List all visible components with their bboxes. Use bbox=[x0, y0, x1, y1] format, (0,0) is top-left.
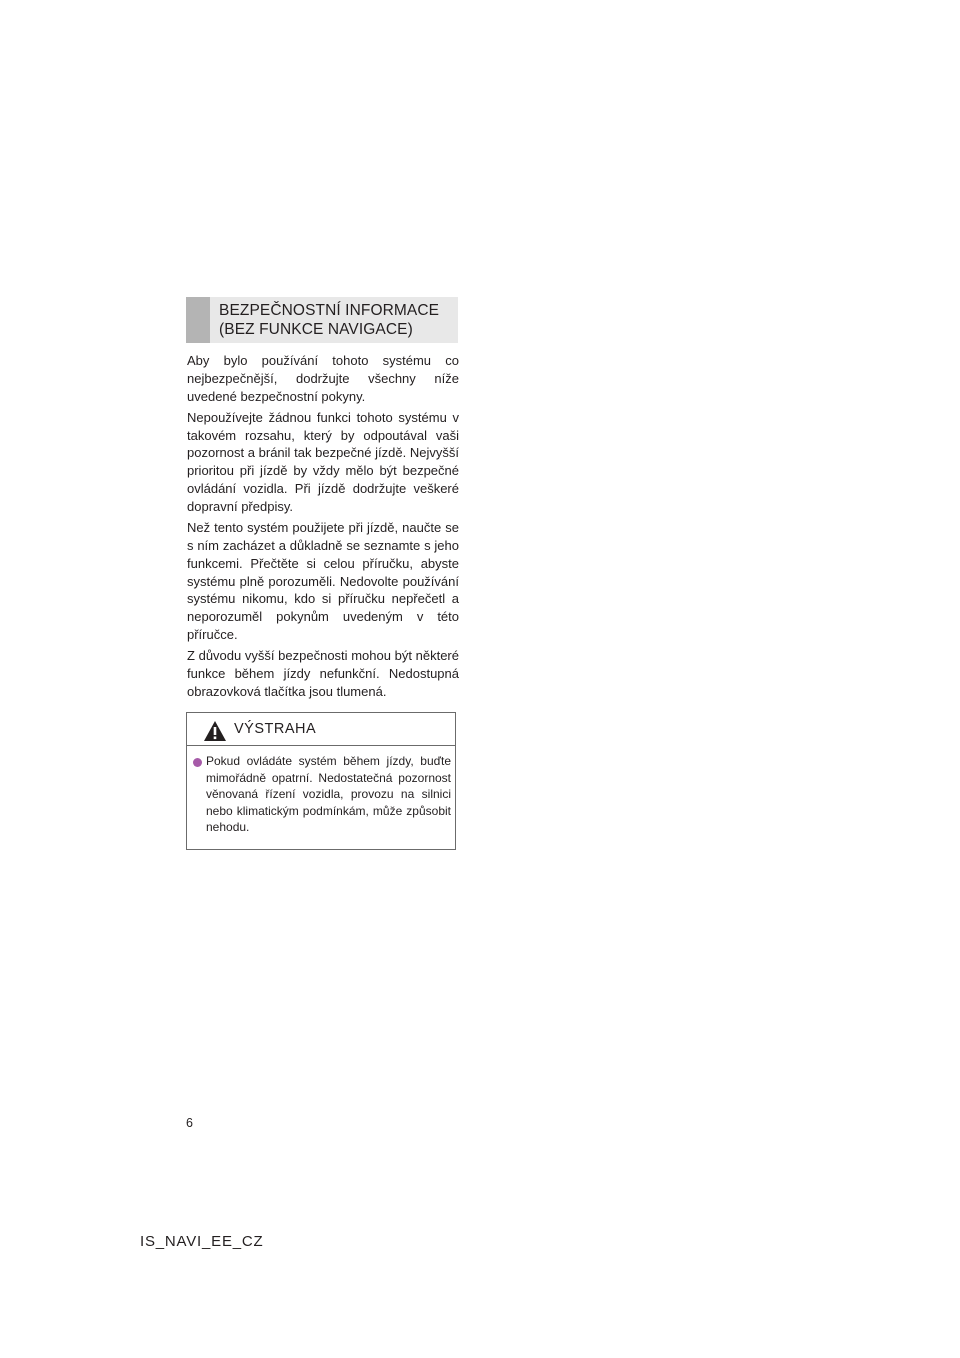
section-header-tab bbox=[186, 297, 210, 343]
section-title: BEZPEČNOSTNÍ INFORMACE (BEZ FUNKCE NAVIGACE) bbox=[219, 302, 440, 338]
paragraph: Nepoužívejte žádnou funkci tohoto systému v takovém rozsahu, který by odpoutával vaši pozornost a bránil tak bezpečné jízdě. Nejvyšší prioritou při jízdě by vždy mělo být bezpečné ovládání vozidla. Při jízdě dodržujte veškeré dopravní předpisy. bbox=[187, 409, 459, 514]
warning-item bbox=[193, 753, 451, 836]
document-code: IS_NAVI_EE_CZ bbox=[140, 1233, 264, 1250]
paragraph: Než tento systém použijete při jízdě, naučte se s ním zacházet a důkladně se seznamte s jeho funkcemi. Přečtěte si celou příručku, abyste systému plně porozuměli. Nedovolte používání systému nikomu, kdo si příručku nepřečetl a neporozuměl pokynům uvedeným v této příručce. bbox=[187, 520, 459, 642]
paragraph: Aby bylo používání tohoto systému co nejbezpečnější, dodržujte všechny níže uvedené bezpečnostní pokyny. bbox=[187, 353, 459, 404]
body-text bbox=[187, 352, 459, 704]
warning-header bbox=[187, 713, 455, 746]
warning-box bbox=[186, 712, 456, 850]
warning-title: VÝSTRAHA bbox=[234, 721, 317, 737]
paragraph: Z důvodu vyšší bezpečnosti mohou být některé funkce během jízdy nefunkční. Nedostupná obrazovková tlačítka jsou tlumená. bbox=[187, 648, 459, 699]
warning-triangle-icon bbox=[203, 720, 227, 742]
bullet-icon bbox=[193, 758, 202, 767]
section-header bbox=[186, 297, 458, 343]
page-number: 6 bbox=[186, 1116, 193, 1130]
warning-text: Pokud ovládáte systém během jízdy, buďte mimořádně opatrní. Nedostatečná pozornost věnovaná řízení vozidla, provozu na silnici nebo klimatickým podmínkám, může způsobit nehodu. bbox=[206, 754, 451, 835]
